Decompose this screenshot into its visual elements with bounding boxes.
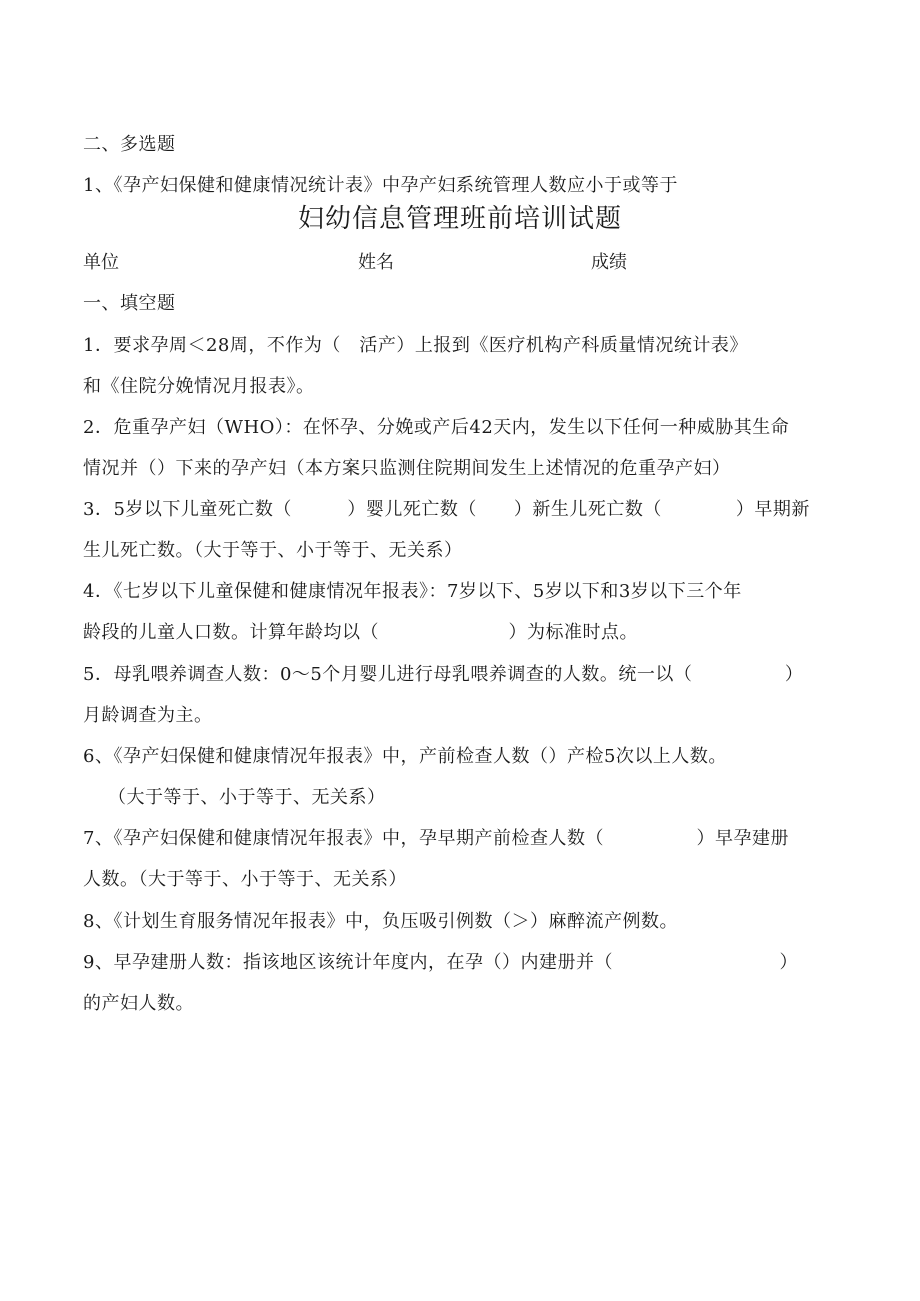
question-6-line-2: （大于等于、小于等于、无关系） xyxy=(108,787,386,808)
question-3-line-2: 生儿死亡数。（大于等于、小于等于、无关系） xyxy=(83,540,463,561)
question-4-line-2: 龄段的儿童人口数。计算年龄均以（ ）为标准时点。 xyxy=(83,622,638,643)
question-6-line-1: 6、《孕产妇保健和健康情况年报表》中，产前检查人数（）产检5次以上人数。 xyxy=(83,746,727,767)
question-5-line-2: 月龄调查为主。 xyxy=(83,705,213,726)
question-8-line-1: 8、《计划生育服务情况年报表》中，负压吸引例数（＞）麻醉流产例数。 xyxy=(83,911,678,932)
question-1-line-1: 1．要求孕周＜28周，不作为（ 活产）上报到《医疗机构产科质量情况统计表》 xyxy=(83,335,748,356)
section-one-heading: 一、填空题 xyxy=(83,293,176,314)
question-7-line-1: 7、《孕产妇保健和健康情况年报表》中，孕早期产前检查人数（ ）早孕建册 xyxy=(83,828,789,849)
name-label: 姓名 xyxy=(358,252,394,273)
question-4-line-1: 4．《七岁以下儿童保健和健康情况年报表》：7岁以下、5岁以下和3岁以下三个年 xyxy=(83,581,742,602)
question-3-line-1: 3．5岁以下儿童死亡数（ ）婴儿死亡数（ ）新生儿死亡数（ ）早期新 xyxy=(83,499,810,520)
question-2-line-2: 情况并（）下来的孕产妇（本方案只监测住院期间发生上述情况的危重孕产妇） xyxy=(83,458,731,479)
unit-label: 单位 xyxy=(83,252,119,273)
question-9-line-1: 9、早孕建册人数：指该地区该统计年度内，在孕（）内建册并（ ） xyxy=(83,952,798,973)
page-title: 妇幼信息管理班前培训试题 xyxy=(297,204,622,234)
question-7-line-2: 人数。（大于等于、小于等于、无关系） xyxy=(83,869,407,890)
section-two-heading: 二、多选题 xyxy=(83,134,176,155)
question-2-line-1: 2．危重孕产妇（WHO）：在怀孕、分娩或产后42天内，发生以下任何一种威胁其生命 xyxy=(83,417,790,438)
section-two-question-1: 1、《孕产妇保健和健康情况统计表》中孕产妇系统管理人数应小于或等于 xyxy=(83,175,678,196)
question-5-line-1: 5．母乳喂养调查人数：0～5个月婴儿进行母乳喂养调查的人数。统一以（ ） xyxy=(83,664,804,685)
question-9-line-2: 的产妇人数。 xyxy=(83,993,194,1014)
score-label: 成绩 xyxy=(591,252,627,273)
question-1-line-2: 和《住院分娩情况月报表》。 xyxy=(83,376,315,397)
